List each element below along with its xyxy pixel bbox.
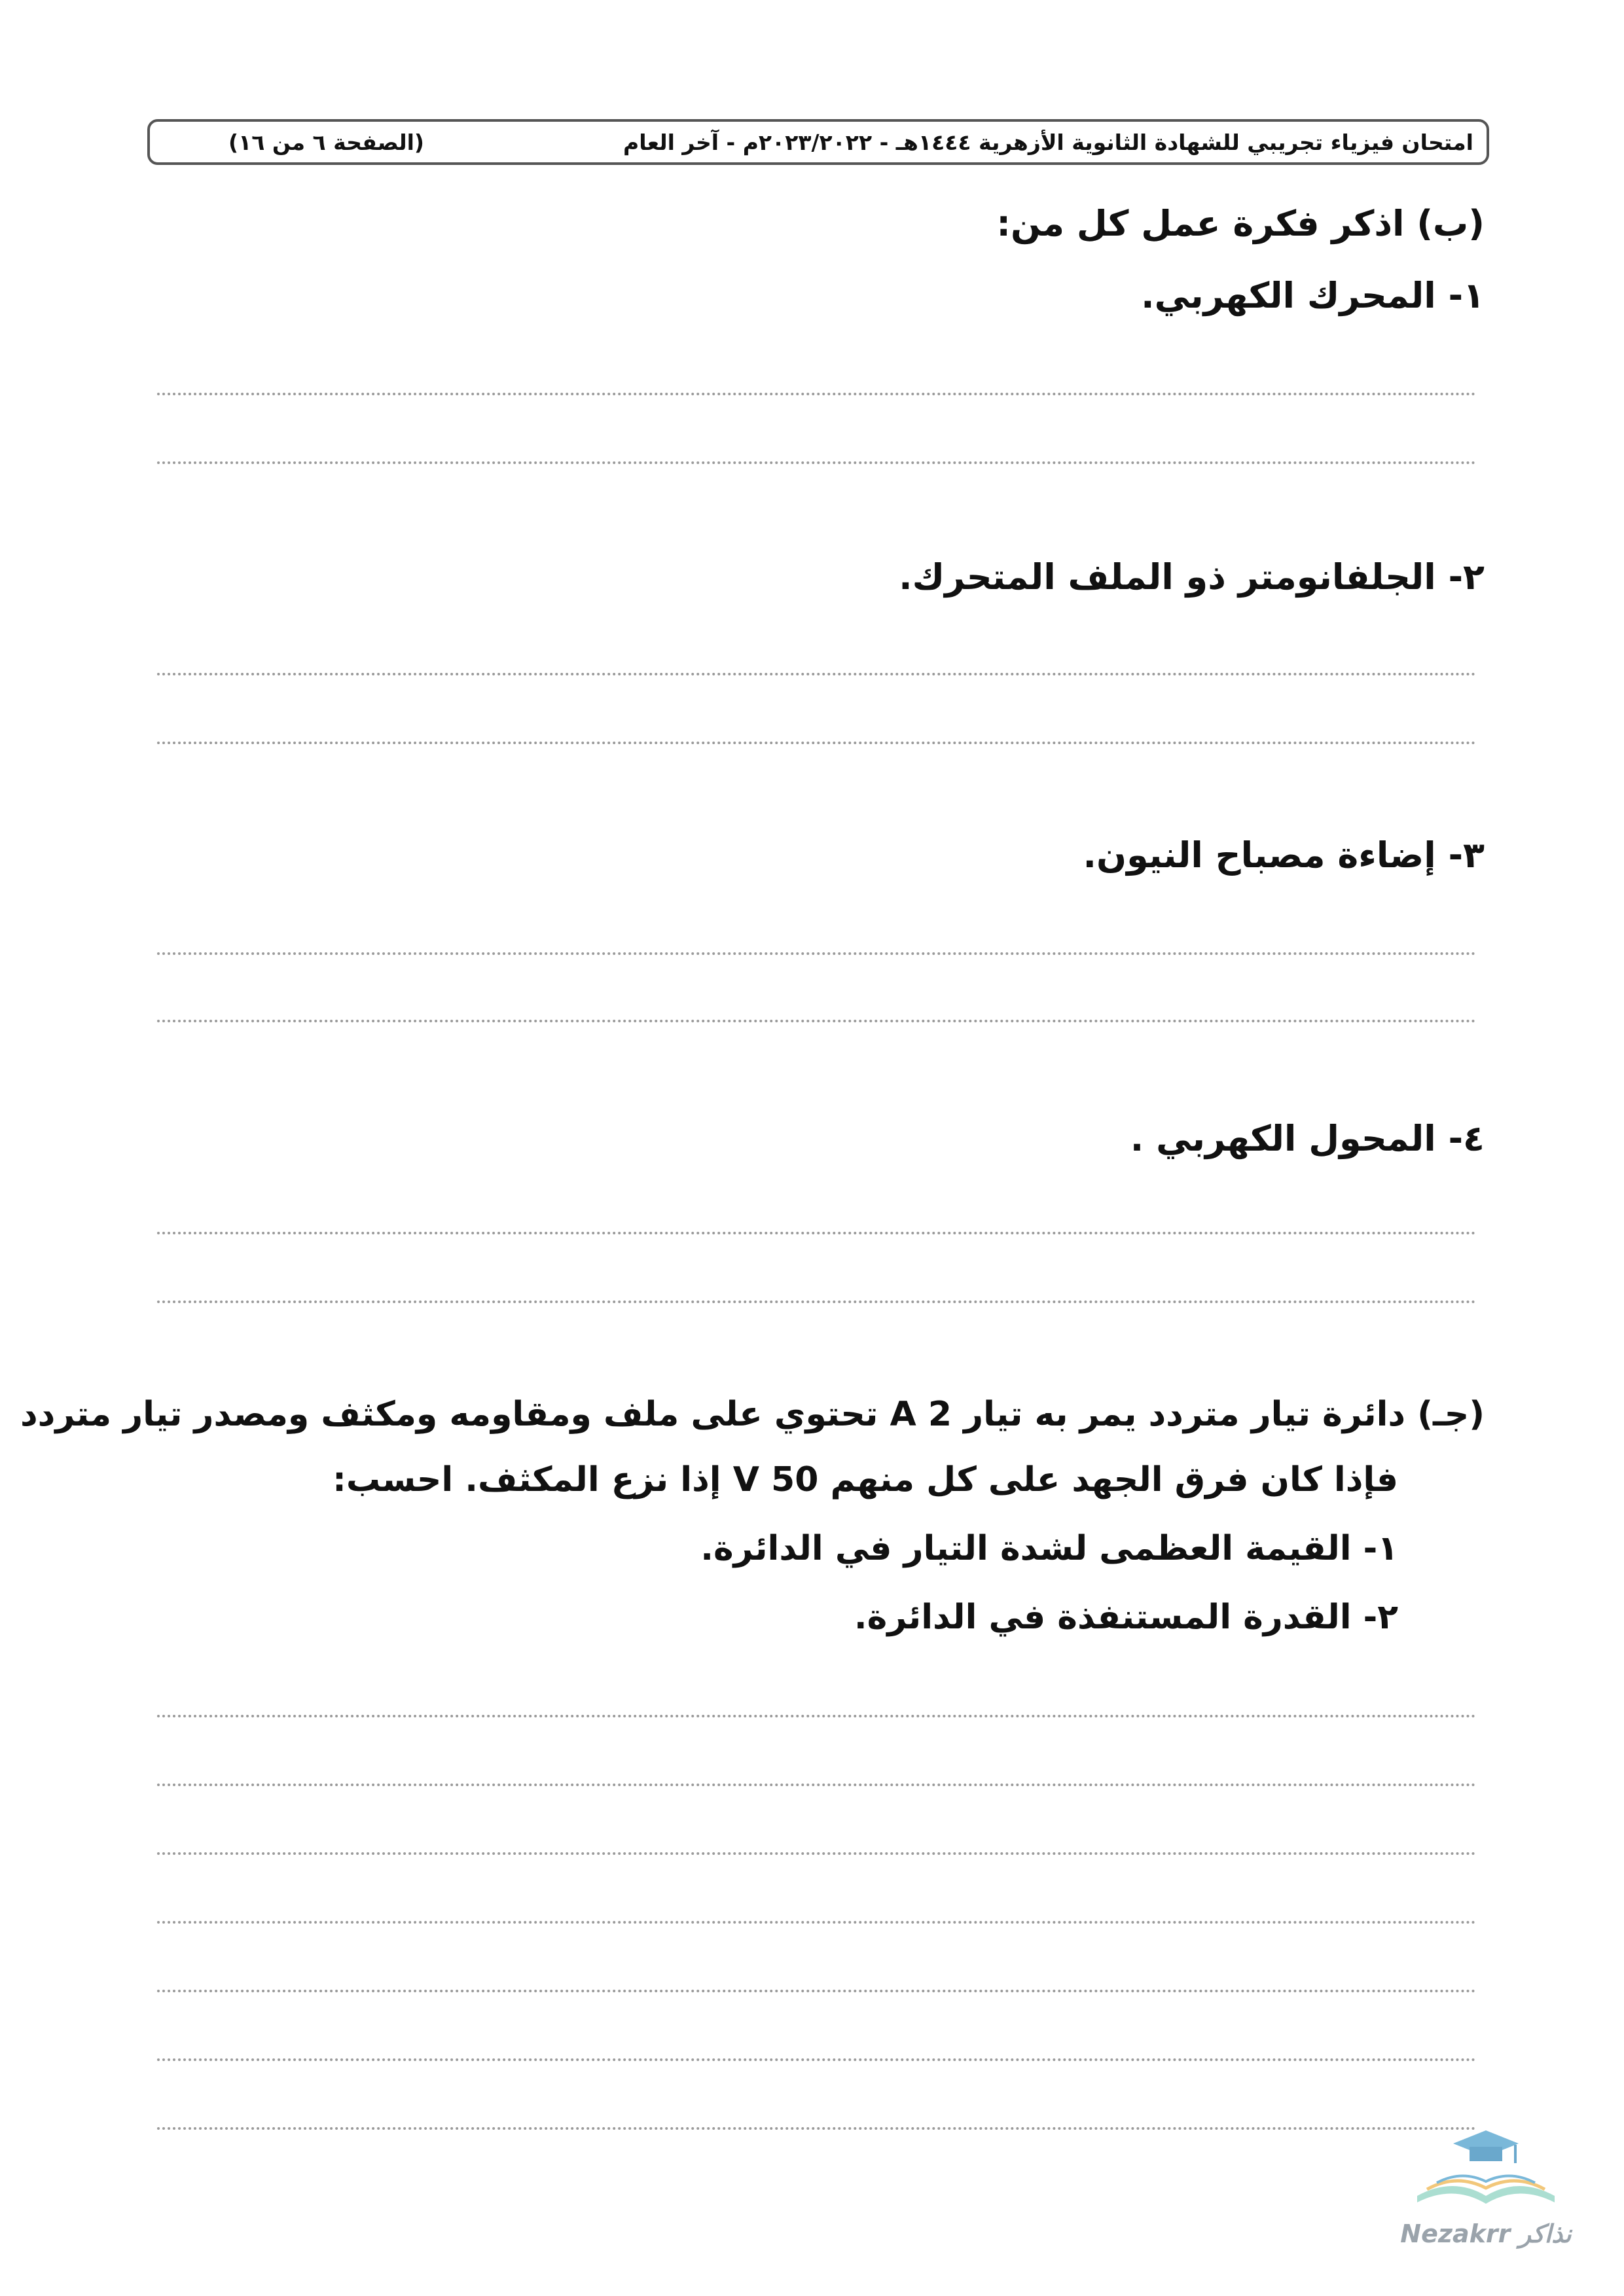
answer-line: [157, 1020, 1476, 1022]
section-c-line-1: (جـ) دائرة تيار متردد يمر به تيار 2 A تحتوي على ملف ومقاومه ومكثف ومصدر تيار متردد: [20, 1395, 1485, 1434]
section-c-item-1: ١- القيمة العظمى لشدة التيار في الدائرة.: [700, 1529, 1398, 1568]
answer-line: [157, 1921, 1476, 1924]
section-b-item-1: ١- المحرك الكهربي.: [1141, 275, 1485, 316]
section-b-item-3: ٣- إضاءة مصباح النيون.: [1083, 834, 1485, 876]
page-number: (الصفحة ٦ من ١٦): [228, 130, 424, 155]
answer-line: [157, 1232, 1476, 1234]
answer-line: [157, 393, 1476, 395]
answer-line: [157, 1715, 1476, 1717]
answer-line: [157, 952, 1476, 955]
logo-text: Nezakrr نذاكر: [1400, 2219, 1572, 2248]
answer-line: [157, 1990, 1476, 1992]
graduation-cap-book-icon: [1391, 2124, 1581, 2222]
section-b-item-4: ٤- المحول الكهربي .: [1130, 1118, 1485, 1159]
section-b-item-2: ٢- الجلفانومتر ذو الملف المتحرك.: [899, 556, 1485, 598]
answer-line: [157, 1784, 1476, 1786]
answer-line: [157, 461, 1476, 464]
nezakr-logo: [1391, 2124, 1581, 2248]
answer-line: [157, 673, 1476, 675]
section-b-heading: (ب) اذكر فكرة عمل كل من:: [996, 203, 1485, 244]
section-c-line-2: فإذا كان فرق الجهد على كل منهم 50 V إذا نزع المكثف. احسب:: [333, 1460, 1398, 1499]
answer-line: [157, 1852, 1476, 1855]
page-header: [147, 119, 1489, 165]
answer-line: [157, 742, 1476, 744]
section-c-item-2: ٢- القدرة المستنفذة في الدائرة.: [854, 1598, 1398, 1637]
exam-title: امتحان فيزياء تجريبي للشهادة الثانوية الأزهرية ١٤٤٤هـ - ٢٠٢٣/٢٠٢٢م - آخر العام: [623, 130, 1473, 155]
answer-line: [157, 2127, 1476, 2130]
answer-line: [157, 1300, 1476, 1303]
answer-line: [157, 2058, 1476, 2061]
